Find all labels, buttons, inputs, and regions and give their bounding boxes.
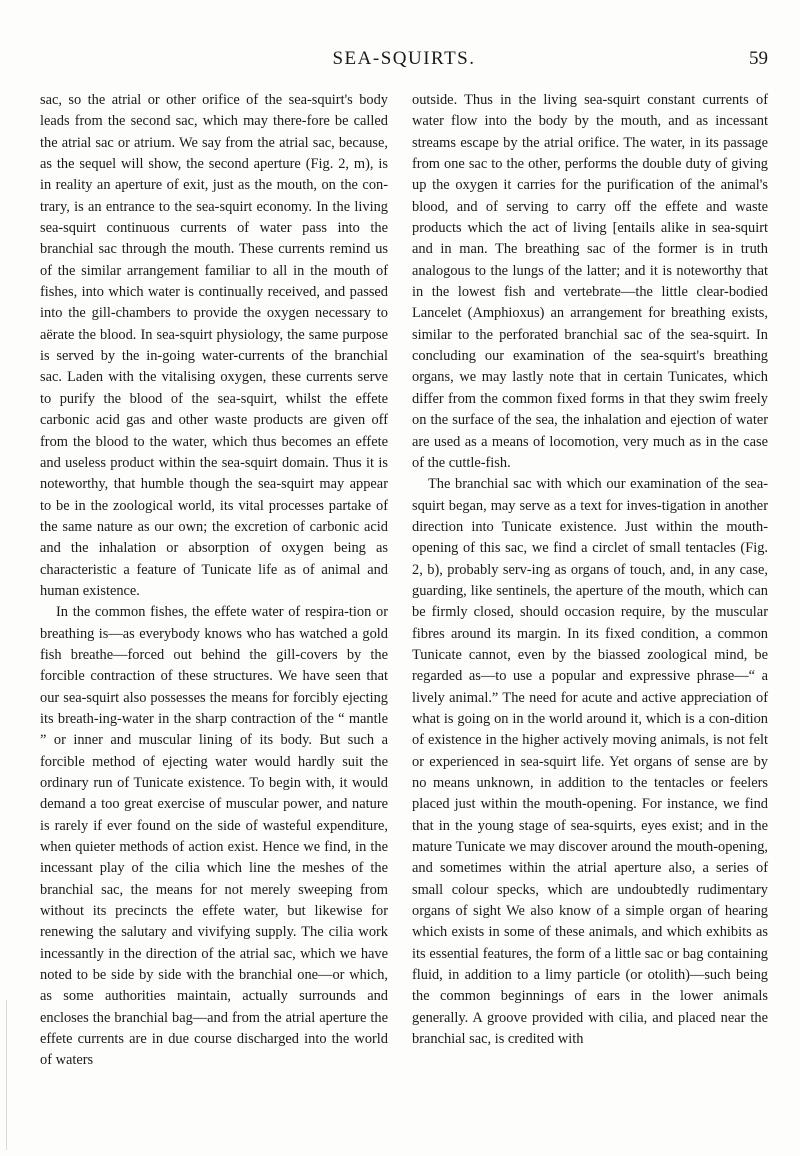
page-number: 59 — [749, 48, 768, 69]
paragraph-right-2: The branchial sac with which our examination of the sea-squirt began, may serve as a text for inves-tigation in another direction into Tunicate existence. Just within the mouth-opening of this sac, we find a circlet of small tentacles (Fig. 2, b), probably serv-ing as organs of touch, and, in any case, guarding, like sentinels, the aperture of the mouth, which can be firmly closed, should occasion require, by the muscular fibres around its margin. In its fixed condition, a common Tunicate cannot, even by the biassed zoological mind, be regarded as—to use a popular and expressive phrase—“ a lively animal.” The need for acute and active appreciation of what is going on in the world around it, which is a con-dition of existence in the higher actively moving animals, is not felt or experienced in sea-squirt life. Yet organs of sense are by no means unknown, in addition to the tentacles or feelers placed just within the mouth-opening. For instance, we find that in the young stage of sea-squirts, eyes exist; and in the mature Tunicate we may discover around the mouth-opening, and sometimes within the atrial aperture also, a series of small colour specks, which are undoubtedly rudimentary organs of sight We also know of a simple organ of hearing which exists in some of these animals, and which exhibits as its essential features, the form of a little sac or bag containing fluid, in addition to a limy particle (or otolith)—such being the common beginnings of ears in the lower animals generally. A groove provided with cilia, and placed near the branchial sac, is credited with — [412, 476, 768, 1048]
running-title: SEA-SQUIRTS. — [332, 48, 476, 69]
left-column — [40, 90, 388, 1072]
paragraph-left-1: sac, so the atrial or other orifice of the sea-squirt's body leads from the second sac, which may there-fore be called the atrial sac or atrium. We say from the atrial sac, because, as the sequel will show, the second aperture (Fig. 2, m), is in reality an aperture of exit, just as the mouth, on the con-trary, is an entrance to the sea-squirt economy. In the living sea-squirt continuous currents of water pass into the branchial sac through the mouth. These currents remind us of the similar arrangement familiar to all in the mouth of fishes, into which water is continually received, and passed into the gill-chambers to provide the oxygen necessary to aërate the blood. In sea-squirt physiology, the same purpose is served by the in-going water-currents of the branchial sac. Laden with the vitalising oxygen, these currents serve to purify the blood of the sea-squirt, whilst the effete carbonic acid gas and other waste products are given off from the blood to the water, which thus becomes an effete and useless product within the sea-squirt domain. Thus it is noteworthy, that humble though the sea-squirt may appear to be in the zoological world, its vital processes partake of the same nature as our own; the excretion of carbonic acid and the inhalation or absorption of oxygen being as characteristic a feature of Tunicate life as of animal and human existence. — [40, 92, 388, 599]
page-edge-shadow — [6, 1000, 7, 1150]
paragraph-left-2: In the common fishes, the effete water of respira-tion or breathing is—as everybody knows who has watched a gold fish breathe—forced out behind the gill-covers by the forcible contraction of these structures. We have seen that our sea-squirt also possesses the means for forcibly ejecting its breath-ing-water in the sharp contraction of the “ mantle ” or inner and muscular lining of its body. But such a forcible method of ejecting water would hardly suit the ordinary run of Tunicate existence. To begin with, it would demand a too great exercise of muscular power, and nature is rarely if ever found on the side of wasteful expenditure, when quieter methods of action exist. Hence we find, in the incessant play of the cilia which line the meshes of the branchial sac, the means for not merely sweeping from without its precincts the effete water, but likewise for renewing the salutary and vivifying supply. The cilia work incessantly in the direction of the atrial sac, which we have noted to be side by side with the branchial one—or which, as some authorities maintain, actually surrounds and encloses the branchial bag—and from the atrial aperture the effete currents are in due course discharged into the world of waters — [40, 604, 388, 1069]
paragraph-right-1: outside. Thus in the living sea-squirt constant currents of water flow into the body by the mouth, and as incessant streams escape by the atrial orifice. The water, in its passage from one sac to the other, performs the double duty of giving up the oxygen it carries for the purification of the animal's blood, and of serving to carry off the effete and waste products which the act of living [entails alike in sea-squirt and in man. The breathing sac of the former is in truth analogous to the lungs of the latter; and it is noteworthy that in the lowest fish and vertebrate—the little clear-bodied Lancelet (Amphioxus) an arrangement for breathing exists, similar to the perforated branchial sac of the sea-squirt. In concluding our examination of the sea-squirt's breathing organs, we may lastly note that in certain Tunicates, which differ from the common fixed forms in that they swim freely on the surface of the sea, the inhalation and ejection of water are used as a means of locomotion, very much as in the case of the cuttle-fish. — [412, 92, 768, 471]
right-column — [412, 90, 768, 1050]
running-head — [40, 48, 768, 78]
